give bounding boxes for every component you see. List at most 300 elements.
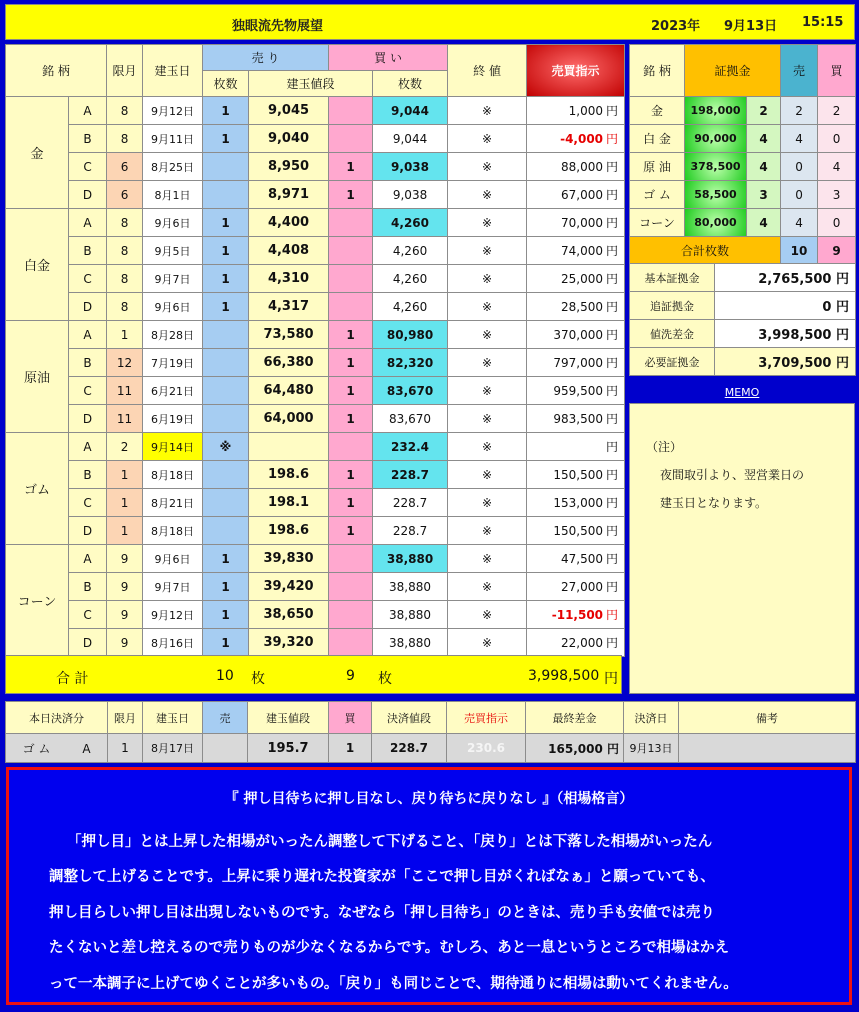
row-price: 4,400	[249, 209, 329, 237]
row-sell-count: 1	[203, 293, 249, 321]
margin-count: 4	[747, 153, 781, 181]
row-label: D	[69, 293, 107, 321]
rheader-meigara: 銘 柄	[630, 45, 685, 97]
row-buy-count	[329, 293, 373, 321]
row-month: 9	[107, 545, 143, 573]
row-buy-count: 1	[329, 405, 373, 433]
row-buy-count: 1	[329, 349, 373, 377]
margin-name: 原 油	[630, 153, 685, 181]
row-mark: ※	[448, 265, 527, 293]
settle-diff: 165,000 円	[526, 734, 624, 763]
row-month: 9	[107, 601, 143, 629]
settle-date: 8月17日	[143, 734, 203, 763]
row-month: 1	[107, 461, 143, 489]
settle-header: 売	[203, 702, 248, 734]
margin-sell: 4	[781, 209, 818, 237]
row-close: 9,044	[373, 97, 448, 125]
summary-row	[630, 348, 856, 376]
position-row	[6, 265, 625, 293]
row-price: 198.1	[249, 489, 329, 517]
row-label: A	[69, 97, 107, 125]
header-buy-count: 枚数	[373, 71, 448, 97]
position-row	[6, 489, 625, 517]
row-close: 4,260	[373, 293, 448, 321]
row-price: 8,971	[249, 181, 329, 209]
quote-box	[6, 767, 852, 1005]
row-price: 64,480	[249, 377, 329, 405]
group-name: ゴム	[6, 433, 69, 545]
row-label: B	[69, 237, 107, 265]
row-close: 38,880	[373, 573, 448, 601]
row-mark: ※	[448, 405, 527, 433]
row-diff-yen: 円	[606, 104, 619, 118]
row-label: C	[69, 601, 107, 629]
rheader-uri: 売	[781, 45, 818, 97]
row-diff-yen: 円	[606, 580, 619, 594]
margin-count: 4	[747, 209, 781, 237]
row-label: B	[69, 573, 107, 601]
memo-title-bar	[629, 381, 855, 403]
row-close: 83,670	[373, 377, 448, 405]
row-price: 8,950	[249, 153, 329, 181]
total-buy-unit: 枚	[378, 671, 392, 687]
row-diff	[527, 489, 625, 517]
row-diff	[527, 265, 625, 293]
summary-label: 必要証拠金	[630, 348, 715, 376]
row-label: A	[69, 433, 107, 461]
row-mark: ※	[448, 601, 527, 629]
row-month: 2	[107, 433, 143, 461]
group-name: 金	[6, 97, 69, 209]
margin-buy: 0	[818, 125, 856, 153]
settle-header: 限月	[108, 702, 143, 734]
row-mark: ※	[448, 377, 527, 405]
row-mark: ※	[448, 629, 527, 657]
margin-total-row	[630, 237, 856, 265]
row-month: 8	[107, 125, 143, 153]
row-diff	[527, 181, 625, 209]
row-sell-count: 1	[203, 629, 249, 657]
row-month: 8	[107, 97, 143, 125]
row-diff	[527, 237, 625, 265]
row-price: 4,408	[249, 237, 329, 265]
row-diff-value: 153,000	[553, 496, 604, 510]
row-month: 11	[107, 377, 143, 405]
row-buy-count	[329, 97, 373, 125]
position-row	[6, 125, 625, 153]
row-close: 4,260	[373, 237, 448, 265]
summary-value: 0 円	[715, 292, 856, 320]
row-diff-yen: 円	[606, 356, 619, 370]
row-diff	[527, 573, 625, 601]
total-diff: 3,998,500	[528, 668, 600, 684]
margin-table	[629, 44, 856, 265]
row-buy-count	[329, 629, 373, 657]
row-sell-count	[203, 517, 249, 545]
row-price: 39,830	[249, 545, 329, 573]
row-diff-yen: 円	[606, 636, 619, 650]
settle-header: 売買指示	[447, 702, 526, 734]
row-diff-yen: 円	[606, 468, 619, 482]
row-label: A	[69, 545, 107, 573]
row-month: 8	[107, 209, 143, 237]
row-close: 38,880	[373, 545, 448, 573]
group-name: コーン	[6, 545, 69, 657]
settle-header: 備考	[679, 702, 856, 734]
row-diff-value: 25,000	[561, 272, 604, 286]
row-close: 82,320	[373, 349, 448, 377]
memo-link[interactable]: MEMO	[724, 386, 760, 399]
position-row	[6, 153, 625, 181]
row-diff-value: 70,000	[561, 216, 604, 230]
position-row	[6, 181, 625, 209]
row-mark: ※	[448, 209, 527, 237]
total-label: 合 計	[56, 671, 89, 687]
margin-buy: 0	[818, 209, 856, 237]
row-diff	[527, 405, 625, 433]
row-date: 9月12日	[143, 97, 203, 125]
row-sell-count: 1	[203, 237, 249, 265]
margin-sell: 0	[781, 181, 818, 209]
row-mark: ※	[448, 181, 527, 209]
header-shiji: 売買指示	[527, 45, 625, 97]
row-date: 9月6日	[143, 209, 203, 237]
header-owarine: 終 値	[448, 45, 527, 97]
row-label: C	[69, 153, 107, 181]
row-price: 73,580	[249, 321, 329, 349]
row-price: 39,320	[249, 629, 329, 657]
row-mark: ※	[448, 461, 527, 489]
settlement-table	[5, 701, 856, 763]
row-date: 9月7日	[143, 573, 203, 601]
settle-header: 最終差金	[526, 702, 624, 734]
row-mark: ※	[448, 153, 527, 181]
row-month: 8	[107, 293, 143, 321]
row-close: 38,880	[373, 601, 448, 629]
summary-value: 2,765,500 円	[715, 264, 856, 292]
row-diff-yen: 円	[606, 300, 619, 314]
row-diff	[527, 125, 625, 153]
row-month: 1	[107, 321, 143, 349]
row-date: 8月16日	[143, 629, 203, 657]
rheader-shokokin: 証拠金	[685, 45, 781, 97]
row-diff-value: 88,000	[561, 160, 604, 174]
row-mark: ※	[448, 433, 527, 461]
settle-buy: 1	[329, 734, 372, 763]
total-sell-unit: 枚	[251, 671, 265, 687]
summary-value: 3,998,500 円	[715, 320, 856, 348]
margin-total-label: 合計枚数	[630, 237, 781, 265]
settle-header: 決済日	[624, 702, 679, 734]
row-date: 8月18日	[143, 461, 203, 489]
margin-count: 3	[747, 181, 781, 209]
row-diff-value: 67,000	[561, 188, 604, 202]
position-table	[5, 44, 625, 657]
quote-title: 『 押し目待ちに押し目なし、戻り待ちに戻りなし 』（相場格言）	[224, 791, 634, 807]
row-month: 9	[107, 573, 143, 601]
settle-header: 本日決済分	[6, 702, 108, 734]
quote-line-2: 調整して上げることです。上昇に乗り遅れた投資家が「ここで押し目がくればなぁ」と願っていても、	[49, 869, 715, 885]
row-mark: ※	[448, 125, 527, 153]
row-diff	[527, 433, 625, 461]
row-diff	[527, 209, 625, 237]
position-row	[6, 573, 625, 601]
row-month: 8	[107, 237, 143, 265]
margin-buy: 2	[818, 97, 856, 125]
row-date: 8月28日	[143, 321, 203, 349]
header-uri: 売 り	[203, 45, 329, 71]
summary-table	[629, 263, 856, 376]
position-row	[6, 601, 625, 629]
header-price: 建玉値段	[249, 71, 373, 97]
row-mark: ※	[448, 321, 527, 349]
row-sell-count	[203, 321, 249, 349]
quote-line-4: たくないと差し控えるので売りものが少なくなるからです。むしろ、あと一息というところで相場はかえ	[49, 940, 730, 956]
row-date: 9月11日	[143, 125, 203, 153]
row-buy-count	[329, 545, 373, 573]
row-diff-value: 959,500	[553, 384, 604, 398]
position-row	[6, 629, 625, 657]
row-buy-count: 1	[329, 377, 373, 405]
row-month: 6	[107, 181, 143, 209]
row-sell-count: 1	[203, 573, 249, 601]
summary-row	[630, 292, 856, 320]
header-tategyokubi: 建玉日	[143, 45, 203, 97]
row-price	[249, 433, 329, 461]
row-mark: ※	[448, 97, 527, 125]
position-row	[6, 237, 625, 265]
margin-row	[630, 153, 856, 181]
row-diff	[527, 293, 625, 321]
row-diff	[527, 629, 625, 657]
row-diff-value: 797,000	[553, 356, 604, 370]
row-close: 232.4	[373, 433, 448, 461]
row-close: 9,038	[373, 153, 448, 181]
position-row	[6, 209, 625, 237]
row-mark: ※	[448, 349, 527, 377]
settle-name: ゴ ム	[22, 741, 51, 756]
row-diff-yen: 円	[606, 188, 619, 202]
row-sell-count	[203, 181, 249, 209]
row-price: 4,317	[249, 293, 329, 321]
row-diff	[527, 601, 625, 629]
settle-label: A	[82, 741, 91, 756]
row-sell-count: 1	[203, 209, 249, 237]
row-sell-count	[203, 349, 249, 377]
margin-row	[630, 209, 856, 237]
row-buy-count: 1	[329, 489, 373, 517]
margin-row	[630, 181, 856, 209]
row-diff	[527, 321, 625, 349]
row-label: B	[69, 349, 107, 377]
row-diff-value: 1,000	[568, 104, 604, 118]
row-month: 11	[107, 405, 143, 433]
memo-line-3: 建玉日となります。	[660, 496, 768, 510]
row-diff	[527, 517, 625, 545]
margin-total-buy: 9	[818, 237, 856, 265]
row-date: 8月21日	[143, 489, 203, 517]
total-buy: 9	[346, 668, 355, 684]
row-label: D	[69, 629, 107, 657]
row-label: D	[69, 181, 107, 209]
row-sell-count: ※	[203, 433, 249, 461]
row-diff-yen: 円	[606, 160, 619, 174]
row-price: 39,420	[249, 573, 329, 601]
settle-header: 建玉日	[143, 702, 203, 734]
margin-name: コーン	[630, 209, 685, 237]
row-mark: ※	[448, 237, 527, 265]
memo-panel	[629, 403, 855, 694]
margin-row	[630, 97, 856, 125]
summary-row	[630, 320, 856, 348]
row-label: B	[69, 461, 107, 489]
position-row	[6, 293, 625, 321]
row-sell-count	[203, 489, 249, 517]
row-diff	[527, 349, 625, 377]
time-label: 15:15	[802, 15, 844, 30]
row-diff-value: 22,000	[561, 636, 604, 650]
settle-shiji: 230.6	[447, 734, 526, 763]
margin-sell: 2	[781, 97, 818, 125]
row-close: 83,670	[373, 405, 448, 433]
total-sell: 10	[216, 668, 234, 684]
row-buy-count	[329, 433, 373, 461]
row-mark: ※	[448, 293, 527, 321]
row-sell-count: 1	[203, 97, 249, 125]
settle-header: 決済値段	[372, 702, 447, 734]
group-name: 原油	[6, 321, 69, 433]
row-close: 4,260	[373, 265, 448, 293]
row-month: 1	[107, 489, 143, 517]
row-buy-count: 1	[329, 321, 373, 349]
row-buy-count: 1	[329, 517, 373, 545]
row-date: 9月5日	[143, 237, 203, 265]
row-label: D	[69, 405, 107, 433]
row-sell-count	[203, 405, 249, 433]
date-label: 9月13日	[724, 19, 778, 34]
row-price: 64,000	[249, 405, 329, 433]
row-diff-value: -11,500	[551, 608, 604, 622]
row-label: C	[69, 489, 107, 517]
row-diff-yen: 円	[606, 244, 619, 258]
row-date: 8月18日	[143, 517, 203, 545]
settle-price: 195.7	[248, 734, 329, 763]
row-diff	[527, 461, 625, 489]
row-mark: ※	[448, 489, 527, 517]
row-diff-yen: 円	[606, 272, 619, 286]
row-mark: ※	[448, 545, 527, 573]
row-sell-count	[203, 377, 249, 405]
group-name: 白金	[6, 209, 69, 321]
quote-line-3: 押し目らしい押し目は出現しないものです。なぜなら「押し目待ち」のときは、売り手も安値では売り	[49, 905, 715, 921]
row-diff-value: 28,500	[561, 300, 604, 314]
row-price: 198.6	[249, 461, 329, 489]
row-label: C	[69, 377, 107, 405]
header-gengetsu: 限月	[107, 45, 143, 97]
row-label: B	[69, 125, 107, 153]
row-buy-count	[329, 237, 373, 265]
row-date: 6月19日	[143, 405, 203, 433]
row-date: 9月14日	[143, 433, 203, 461]
row-date: 9月6日	[143, 545, 203, 573]
row-close: 80,980	[373, 321, 448, 349]
row-diff-yen: 円	[606, 384, 619, 398]
row-diff	[527, 545, 625, 573]
settle-name-cell	[6, 734, 108, 763]
row-buy-count	[329, 601, 373, 629]
summary-label: 基本証拠金	[630, 264, 715, 292]
header-sell-count: 枚数	[203, 71, 249, 97]
row-month: 9	[107, 629, 143, 657]
position-row	[6, 461, 625, 489]
row-diff	[527, 377, 625, 405]
title-bar	[5, 4, 855, 40]
margin-amount: 378,500	[685, 153, 747, 181]
memo-line-2: 夜間取引より、翌営業日の	[660, 468, 805, 482]
row-close: 228.7	[373, 489, 448, 517]
row-diff-value: 983,500	[553, 412, 604, 426]
row-diff-value: 47,500	[561, 552, 604, 566]
row-month: 12	[107, 349, 143, 377]
total-bar	[5, 655, 622, 694]
settle-row	[6, 734, 856, 763]
row-diff-value: 370,000	[553, 328, 604, 342]
row-buy-count	[329, 125, 373, 153]
row-close: 9,038	[373, 181, 448, 209]
row-mark: ※	[448, 573, 527, 601]
row-sell-count	[203, 461, 249, 489]
margin-amount: 80,000	[685, 209, 747, 237]
row-close: 38,880	[373, 629, 448, 657]
row-price: 66,380	[249, 349, 329, 377]
row-diff-yen: 円	[606, 552, 619, 566]
settle-header: 建玉値段	[248, 702, 329, 734]
row-diff-yen: 円	[606, 132, 619, 146]
row-buy-count	[329, 265, 373, 293]
margin-buy: 3	[818, 181, 856, 209]
margin-buy: 4	[818, 153, 856, 181]
row-month: 6	[107, 153, 143, 181]
row-date: 8月1日	[143, 181, 203, 209]
row-month: 1	[107, 517, 143, 545]
summary-label: 値洗差金	[630, 320, 715, 348]
settle-sdate: 9月13日	[624, 734, 679, 763]
margin-count: 2	[747, 97, 781, 125]
row-buy-count	[329, 573, 373, 601]
header-kai: 買 い	[329, 45, 448, 71]
settle-note	[679, 734, 856, 763]
row-diff-yen: 円	[606, 216, 619, 230]
row-diff-yen: 円	[606, 412, 619, 426]
row-diff-value: 150,500	[553, 524, 604, 538]
position-row	[6, 405, 625, 433]
row-sell-count: 1	[203, 601, 249, 629]
position-row	[6, 97, 625, 125]
position-row	[6, 377, 625, 405]
summary-value: 3,709,500 円	[715, 348, 856, 376]
rheader-kai: 買	[818, 45, 856, 97]
quote-line-5: って一本調子に上げてゆくことが多いもの。「戻り」も同じことで、期待通りに相場は動いてくれません。	[49, 976, 738, 992]
margin-amount: 198,000	[685, 97, 747, 125]
row-close: 228.7	[373, 517, 448, 545]
position-row	[6, 545, 625, 573]
settle-settle: 228.7	[372, 734, 447, 763]
row-sell-count	[203, 153, 249, 181]
row-month: 8	[107, 265, 143, 293]
memo-line-1: （注）	[646, 440, 683, 454]
margin-total-sell: 10	[781, 237, 818, 265]
row-date: 8月25日	[143, 153, 203, 181]
